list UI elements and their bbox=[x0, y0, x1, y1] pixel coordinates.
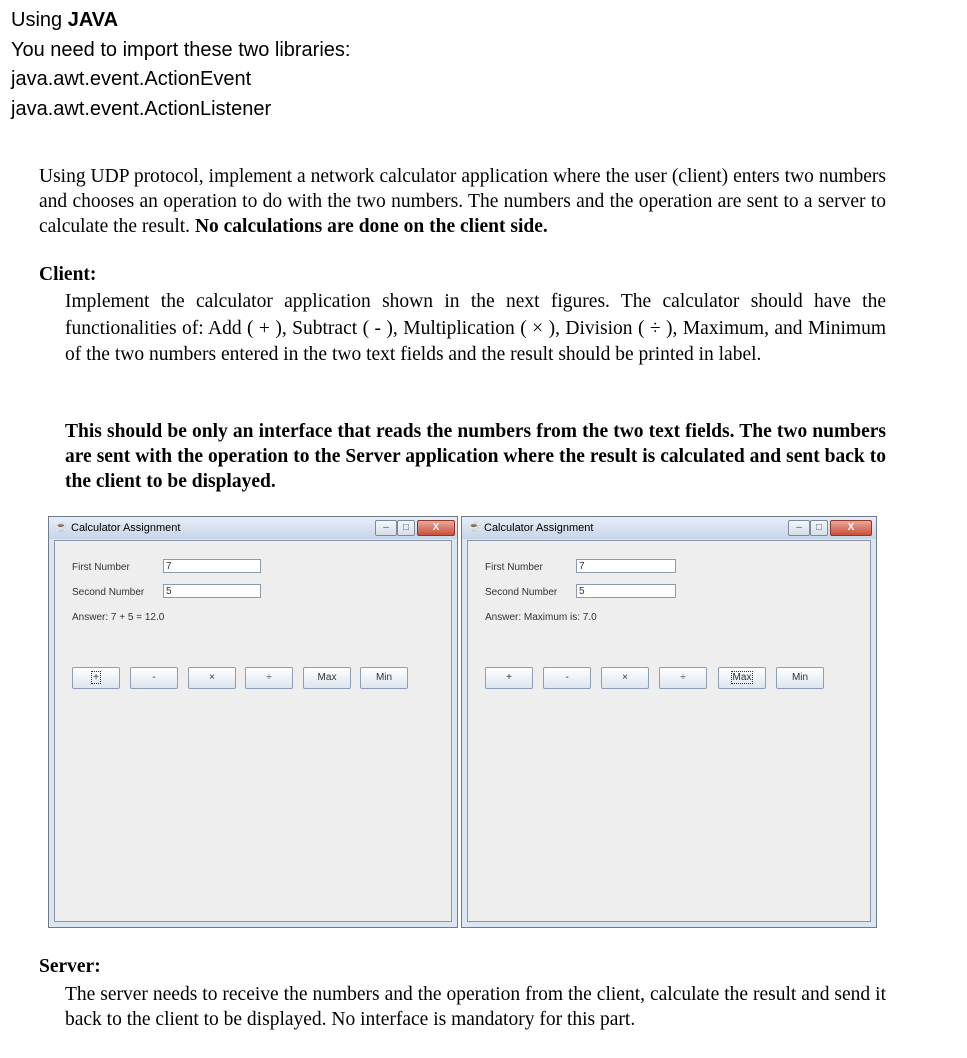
intro-line-1: Using JAVA bbox=[11, 9, 119, 31]
divide-button[interactable]: ÷ bbox=[245, 667, 293, 689]
window-title: Calculator Assignment bbox=[71, 522, 181, 534]
server-paragraph: The server needs to receive the numbers and the operation from the client, calculate the result and send it back to the client to be displayed. No interface is mandatory for this part. bbox=[65, 984, 886, 1030]
second-number-label: Second Number bbox=[485, 587, 558, 598]
answer-label: Answer: Maximum is: 7.0 bbox=[485, 612, 597, 623]
server-heading: Server: bbox=[39, 956, 101, 977]
client-bold-paragraph: This should be only an interface that reads the numbers from the two text fields. The two numbers are sent with the operation to the Server application where the result is calculated and sent back to the client to be displayed. bbox=[65, 421, 886, 492]
multiply-button[interactable]: × bbox=[188, 667, 236, 689]
client-paragraph: Implement the calculator application shown in the next figures. The calculator should have the functionalities of: Add ( + ), Subtract ( - ), Multiplication ( × ), Division ( ÷ ), Maximum, and Minimum of the two numbers entered in the two text fields and the result should be printed in label. bbox=[65, 291, 886, 365]
java-icon: ☕ bbox=[55, 522, 68, 533]
first-number-field[interactable]: 7 bbox=[163, 559, 261, 573]
min-button[interactable]: Min bbox=[776, 667, 824, 689]
divide-button[interactable]: ÷ bbox=[659, 667, 707, 689]
maximize-button[interactable]: □ bbox=[397, 520, 415, 536]
subtract-button[interactable]: - bbox=[130, 667, 178, 689]
intro-line-4: java.awt.event.ActionListener bbox=[11, 97, 272, 120]
intro-block bbox=[11, 6, 350, 124]
second-number-field[interactable]: 5 bbox=[163, 584, 261, 598]
java-icon: ☕ bbox=[468, 522, 481, 533]
answer-label: Answer: 7 + 5 = 12.0 bbox=[72, 612, 165, 623]
calculator-window-2 bbox=[461, 516, 877, 928]
close-button[interactable]: X bbox=[417, 520, 455, 536]
window-titlebar[interactable] bbox=[462, 517, 876, 539]
intro-paragraph: Using UDP protocol, implement a network calculator application where the user (client) enters two numbers and chooses an operation to do with the two numbers. The numbers and the operation are sent to a server to calculate the result. No calculations are done on the client side. bbox=[39, 166, 886, 237]
first-number-label: First Number bbox=[72, 562, 130, 573]
multiply-button[interactable]: × bbox=[601, 667, 649, 689]
intro-line-3: java.awt.event.ActionEvent bbox=[11, 68, 252, 90]
add-button[interactable]: + bbox=[485, 667, 533, 689]
minimize-button[interactable]: – bbox=[375, 520, 397, 536]
window-content bbox=[467, 540, 871, 922]
window-content bbox=[54, 540, 452, 922]
window-title: Calculator Assignment bbox=[484, 522, 594, 534]
first-number-label: First Number bbox=[485, 562, 543, 573]
first-number-field[interactable]: 7 bbox=[576, 559, 676, 573]
maximize-button[interactable]: □ bbox=[810, 520, 828, 536]
add-button[interactable]: + bbox=[72, 667, 120, 689]
window-titlebar[interactable] bbox=[49, 517, 457, 539]
max-button[interactable]: Max bbox=[303, 667, 351, 689]
client-heading: Client: bbox=[39, 264, 97, 285]
max-button[interactable]: Max bbox=[718, 667, 766, 689]
second-number-field[interactable]: 5 bbox=[576, 584, 676, 598]
minimize-button[interactable]: – bbox=[788, 520, 810, 536]
second-number-label: Second Number bbox=[72, 587, 145, 598]
calculator-window-1 bbox=[48, 516, 458, 928]
close-button[interactable]: X bbox=[830, 520, 872, 536]
min-button[interactable]: Min bbox=[360, 667, 408, 689]
intro-line-2: You need to import these two libraries: bbox=[11, 38, 351, 61]
subtract-button[interactable]: - bbox=[543, 667, 591, 689]
